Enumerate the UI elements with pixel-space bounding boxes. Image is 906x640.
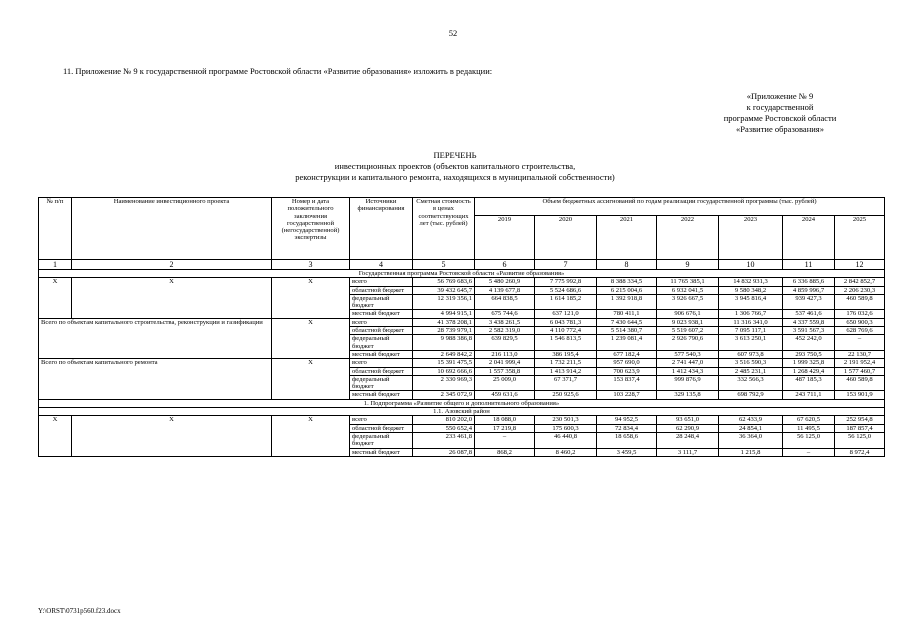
year-allocation: 2 191 952,4 bbox=[835, 359, 885, 367]
year-allocation: 103 228,7 bbox=[597, 391, 657, 399]
year-allocation: 18 658,6 bbox=[597, 432, 657, 448]
year-allocation: 2 582 319,0 bbox=[475, 327, 535, 335]
funding-source: всего bbox=[350, 416, 413, 424]
column-number: 9 bbox=[657, 260, 719, 270]
estimated-cost: 233 461,8 bbox=[413, 432, 475, 448]
year-allocation: 607 973,8 bbox=[719, 350, 783, 358]
appendix-line: «Развитие образования» bbox=[736, 124, 824, 134]
estimated-cost: 12 319 356,1 bbox=[413, 294, 475, 310]
year-allocation: 67 371,7 bbox=[535, 375, 597, 391]
year-allocation: 8 972,4 bbox=[835, 448, 885, 456]
year-allocation: 3 459,5 bbox=[597, 448, 657, 456]
year-allocation: 1 413 914,2 bbox=[535, 367, 597, 375]
heading-title: ПЕРЕЧЕНЬ bbox=[433, 150, 477, 160]
header-year: 2021 bbox=[597, 216, 657, 260]
year-allocation: 4 337 559,8 bbox=[783, 318, 835, 326]
year-allocation: 67 620,5 bbox=[783, 416, 835, 424]
year-allocation: 868,2 bbox=[475, 448, 535, 456]
year-allocation: – bbox=[783, 448, 835, 456]
year-allocation: 6 336 885,6 bbox=[783, 278, 835, 286]
funding-source: местный бюджет bbox=[350, 310, 413, 318]
header-sources: Источники финансирования bbox=[350, 198, 413, 260]
year-allocation: 175 600,3 bbox=[535, 424, 597, 432]
funding-source: федеральный бюджет bbox=[350, 294, 413, 310]
heading-line: инвестиционных проектов (объектов капитального строительства, bbox=[334, 161, 576, 171]
year-allocation: 700 623,9 bbox=[597, 367, 657, 375]
table-row bbox=[39, 318, 885, 326]
investment-projects-table bbox=[38, 197, 885, 457]
year-allocation: 293 750,5 bbox=[783, 350, 835, 358]
year-allocation: 2 485 231,1 bbox=[719, 367, 783, 375]
year-allocation: 3 111,7 bbox=[657, 448, 719, 456]
year-allocation: 5 514 380,7 bbox=[597, 327, 657, 335]
year-allocation: 3 591 567,3 bbox=[783, 327, 835, 335]
estimated-cost: 810 202,0 bbox=[413, 416, 475, 424]
year-allocation: 1 306 766,7 bbox=[719, 310, 783, 318]
funding-source: областной бюджет bbox=[350, 286, 413, 294]
year-allocation: 7 430 644,5 bbox=[597, 318, 657, 326]
header-volume: Объем бюджетных ассигнований по годам реализации государственной программы (тыс. рублей) bbox=[475, 198, 885, 216]
year-allocation: 17 219,8 bbox=[475, 424, 535, 432]
expertise-conclusion: X bbox=[272, 359, 350, 399]
project-name: X bbox=[72, 416, 272, 456]
year-allocation: 24 854,1 bbox=[719, 424, 783, 432]
year-allocation: 1 614 185,2 bbox=[535, 294, 597, 310]
year-allocation: 1 557 358,8 bbox=[475, 367, 535, 375]
year-allocation: 28 248,4 bbox=[657, 432, 719, 448]
funding-source: областной бюджет bbox=[350, 367, 413, 375]
year-allocation: 11 765 385,1 bbox=[657, 278, 719, 286]
year-allocation: 639 829,5 bbox=[475, 335, 535, 351]
column-number: 8 bbox=[597, 260, 657, 270]
appendix-reference bbox=[700, 91, 860, 135]
year-allocation: 5 519 607,2 bbox=[657, 327, 719, 335]
year-allocation: 3 516 590,3 bbox=[719, 359, 783, 367]
year-allocation: 4 859 996,7 bbox=[783, 286, 835, 294]
year-allocation: 459 631,6 bbox=[475, 391, 535, 399]
year-allocation: 3 613 250,1 bbox=[719, 335, 783, 351]
year-allocation: 650 900,3 bbox=[835, 318, 885, 326]
year-allocation: – bbox=[475, 432, 535, 448]
year-allocation: 487 185,3 bbox=[783, 375, 835, 391]
year-allocation: 8 460,2 bbox=[535, 448, 597, 456]
year-allocation: 698 792,9 bbox=[719, 391, 783, 399]
appendix-line: «Приложение № 9 bbox=[746, 91, 814, 101]
column-number: 11 bbox=[783, 260, 835, 270]
year-allocation: 329 135,8 bbox=[657, 391, 719, 399]
year-allocation: 577 540,3 bbox=[657, 350, 719, 358]
funding-source: федеральный бюджет bbox=[350, 432, 413, 448]
year-allocation: 780 411,1 bbox=[597, 310, 657, 318]
expertise-conclusion: X bbox=[272, 278, 350, 318]
program-title-row: Государственная программа Ростовской области «Развитие образования» bbox=[39, 270, 885, 278]
column-number: 5 bbox=[413, 260, 475, 270]
year-allocation: 4 110 772,4 bbox=[535, 327, 597, 335]
year-allocation: 230 501,3 bbox=[535, 416, 597, 424]
estimated-cost: 2 649 842,2 bbox=[413, 350, 475, 358]
estimated-cost: 9 988 386,8 bbox=[413, 335, 475, 351]
year-allocation: 7 775 992,8 bbox=[535, 278, 597, 286]
year-allocation: 176 032,6 bbox=[835, 310, 885, 318]
year-allocation: 187 857,4 bbox=[835, 424, 885, 432]
year-allocation: 56 125,0 bbox=[783, 432, 835, 448]
year-allocation: 25 009,0 bbox=[475, 375, 535, 391]
document-heading bbox=[200, 150, 710, 183]
project-name: X bbox=[72, 278, 272, 318]
column-number: 6 bbox=[475, 260, 535, 270]
estimated-cost: 10 692 666,6 bbox=[413, 367, 475, 375]
year-allocation: 939 427,3 bbox=[783, 294, 835, 310]
expertise-conclusion: X bbox=[272, 318, 350, 358]
year-allocation: 2 206 230,3 bbox=[835, 286, 885, 294]
year-allocation: 6 215 004,6 bbox=[597, 286, 657, 294]
funding-source: местный бюджет bbox=[350, 350, 413, 358]
estimated-cost: 550 652,4 bbox=[413, 424, 475, 432]
year-allocation: 62 433,9 bbox=[719, 416, 783, 424]
estimated-cost: 4 994 915,1 bbox=[413, 310, 475, 318]
heading-line: реконструкции и капитального ремонта, находящихся в муниципальной собственности) bbox=[295, 172, 615, 182]
year-allocation: 2 926 790,6 bbox=[657, 335, 719, 351]
estimated-cost: 15 391 475,5 bbox=[413, 359, 475, 367]
header-num: № п/п bbox=[39, 198, 72, 260]
header-year: 2025 bbox=[835, 216, 885, 260]
year-allocation: 153 837,4 bbox=[597, 375, 657, 391]
year-allocation: 22 130,7 bbox=[835, 350, 885, 358]
year-allocation: 3 438 261,5 bbox=[475, 318, 535, 326]
year-allocation: 216 113,0 bbox=[475, 350, 535, 358]
header-year: 2024 bbox=[783, 216, 835, 260]
year-allocation: 1 577 460,7 bbox=[835, 367, 885, 375]
project-number: X bbox=[39, 416, 72, 456]
year-allocation: 5 480 260,9 bbox=[475, 278, 535, 286]
estimated-cost: 41 378 208,1 bbox=[413, 318, 475, 326]
year-allocation: 1 546 813,5 bbox=[535, 335, 597, 351]
year-allocation: 957 690,0 bbox=[597, 359, 657, 367]
year-allocation: 675 744,6 bbox=[475, 310, 535, 318]
column-number: 12 bbox=[835, 260, 885, 270]
header-name: Наименование инвестиционного проекта bbox=[72, 198, 272, 260]
year-allocation: – bbox=[835, 335, 885, 351]
year-allocation: 1 239 081,4 bbox=[597, 335, 657, 351]
district-title-row: 1.1. Азовский район bbox=[39, 408, 885, 416]
funding-source: местный бюджет bbox=[350, 448, 413, 456]
year-allocation: 628 769,6 bbox=[835, 327, 885, 335]
estimated-cost: 26 087,8 bbox=[413, 448, 475, 456]
header-year: 2022 bbox=[657, 216, 719, 260]
column-number: 3 bbox=[272, 260, 350, 270]
year-allocation: 2 741 447,0 bbox=[657, 359, 719, 367]
year-allocation: 2 842 852,7 bbox=[835, 278, 885, 286]
estimated-cost: 2 345 072,9 bbox=[413, 391, 475, 399]
year-allocation: 153 901,9 bbox=[835, 391, 885, 399]
year-allocation: 243 711,1 bbox=[783, 391, 835, 399]
year-allocation: 14 832 931,3 bbox=[719, 278, 783, 286]
funding-source: местный бюджет bbox=[350, 391, 413, 399]
page-number: 52 bbox=[448, 28, 458, 38]
appendix-line: к государственной bbox=[746, 102, 814, 112]
year-allocation: 1 999 325,8 bbox=[783, 359, 835, 367]
year-allocation: 46 440,8 bbox=[535, 432, 597, 448]
funding-source: федеральный бюджет bbox=[350, 375, 413, 391]
project-name: Всего по объектам капитального ремонта bbox=[39, 359, 272, 399]
year-allocation: 452 242,0 bbox=[783, 335, 835, 351]
year-allocation: 1 268 429,4 bbox=[783, 367, 835, 375]
column-number: 7 bbox=[535, 260, 597, 270]
year-allocation: 8 388 334,5 bbox=[597, 278, 657, 286]
year-allocation: 2 041 999,4 bbox=[475, 359, 535, 367]
year-allocation: 332 566,3 bbox=[719, 375, 783, 391]
table-row bbox=[39, 278, 885, 286]
column-number: 4 bbox=[350, 260, 413, 270]
year-allocation: 1 215,8 bbox=[719, 448, 783, 456]
funding-source: федеральный бюджет bbox=[350, 335, 413, 351]
header-year: 2020 bbox=[535, 216, 597, 260]
funding-source: всего bbox=[350, 318, 413, 326]
year-allocation: 1 732 211,5 bbox=[535, 359, 597, 367]
year-allocation: 36 364,0 bbox=[719, 432, 783, 448]
year-allocation: 252 954,8 bbox=[835, 416, 885, 424]
year-allocation: 1 412 434,3 bbox=[657, 367, 719, 375]
estimated-cost: 28 739 979,1 bbox=[413, 327, 475, 335]
year-allocation: 906 676,1 bbox=[657, 310, 719, 318]
column-number: 10 bbox=[719, 260, 783, 270]
year-allocation: 9 580 348,2 bbox=[719, 286, 783, 294]
estimated-cost: 39 432 645,7 bbox=[413, 286, 475, 294]
year-allocation: 664 838,5 bbox=[475, 294, 535, 310]
table-row bbox=[39, 359, 885, 367]
year-allocation: 460 589,8 bbox=[835, 375, 885, 391]
funding-source: всего bbox=[350, 359, 413, 367]
year-allocation: 999 876,9 bbox=[657, 375, 719, 391]
year-allocation: 7 095 117,1 bbox=[719, 327, 783, 335]
year-allocation: 62 290,9 bbox=[657, 424, 719, 432]
file-path-footer: Y:\ORST\0731p560.f23.docx bbox=[38, 607, 121, 615]
year-allocation: 11 316 341,0 bbox=[719, 318, 783, 326]
year-allocation: 72 834,4 bbox=[597, 424, 657, 432]
subprogram-title-row: 1. Подпрограмма «Развитие общего и дополнительного образования» bbox=[39, 399, 885, 407]
funding-source: всего bbox=[350, 278, 413, 286]
year-allocation: 11 495,5 bbox=[783, 424, 835, 432]
appendix-line: программе Ростовской области bbox=[723, 113, 837, 123]
header-conclusion: Номер и дата положительного заключения государственной (негосударственной) экспертизы bbox=[272, 198, 350, 260]
column-number: 2 bbox=[72, 260, 272, 270]
estimated-cost: 56 769 683,6 bbox=[413, 278, 475, 286]
table-row bbox=[39, 416, 885, 424]
year-allocation: 386 195,4 bbox=[535, 350, 597, 358]
header-cost: Сметная стоимость в ценах соответствующих лет (тыс. рублей) bbox=[413, 198, 475, 260]
project-name: Всего по объектам капитального строительства, реконструкции и газификации bbox=[39, 318, 272, 358]
year-allocation: 56 125,0 bbox=[835, 432, 885, 448]
year-allocation: 250 925,6 bbox=[535, 391, 597, 399]
funding-source: областной бюджет bbox=[350, 327, 413, 335]
year-allocation: 93 651,0 bbox=[657, 416, 719, 424]
year-allocation: 460 589,8 bbox=[835, 294, 885, 310]
year-allocation: 18 088,0 bbox=[475, 416, 535, 424]
year-allocation: 6 043 781,3 bbox=[535, 318, 597, 326]
header-year: 2019 bbox=[475, 216, 535, 260]
column-number: 1 bbox=[39, 260, 72, 270]
year-allocation: 3 945 816,4 bbox=[719, 294, 783, 310]
year-allocation: 9 023 938,1 bbox=[657, 318, 719, 326]
year-allocation: 3 926 667,5 bbox=[657, 294, 719, 310]
expertise-conclusion: X bbox=[272, 416, 350, 456]
intro-paragraph: 11. Приложение № 9 к государственной программе Ростовской области «Развитие образования» изложить в редакции: bbox=[63, 66, 493, 76]
funding-source: областной бюджет bbox=[350, 424, 413, 432]
year-allocation: 637 121,0 bbox=[535, 310, 597, 318]
year-allocation: 4 139 677,8 bbox=[475, 286, 535, 294]
estimated-cost: 2 330 969,3 bbox=[413, 375, 475, 391]
year-allocation: 5 524 686,6 bbox=[535, 286, 597, 294]
year-allocation: 537 461,6 bbox=[783, 310, 835, 318]
year-allocation: 677 182,4 bbox=[597, 350, 657, 358]
header-year: 2023 bbox=[719, 216, 783, 260]
year-allocation: 94 952,5 bbox=[597, 416, 657, 424]
year-allocation: 1 392 918,8 bbox=[597, 294, 657, 310]
year-allocation: 6 932 041,5 bbox=[657, 286, 719, 294]
project-number: X bbox=[39, 278, 72, 318]
